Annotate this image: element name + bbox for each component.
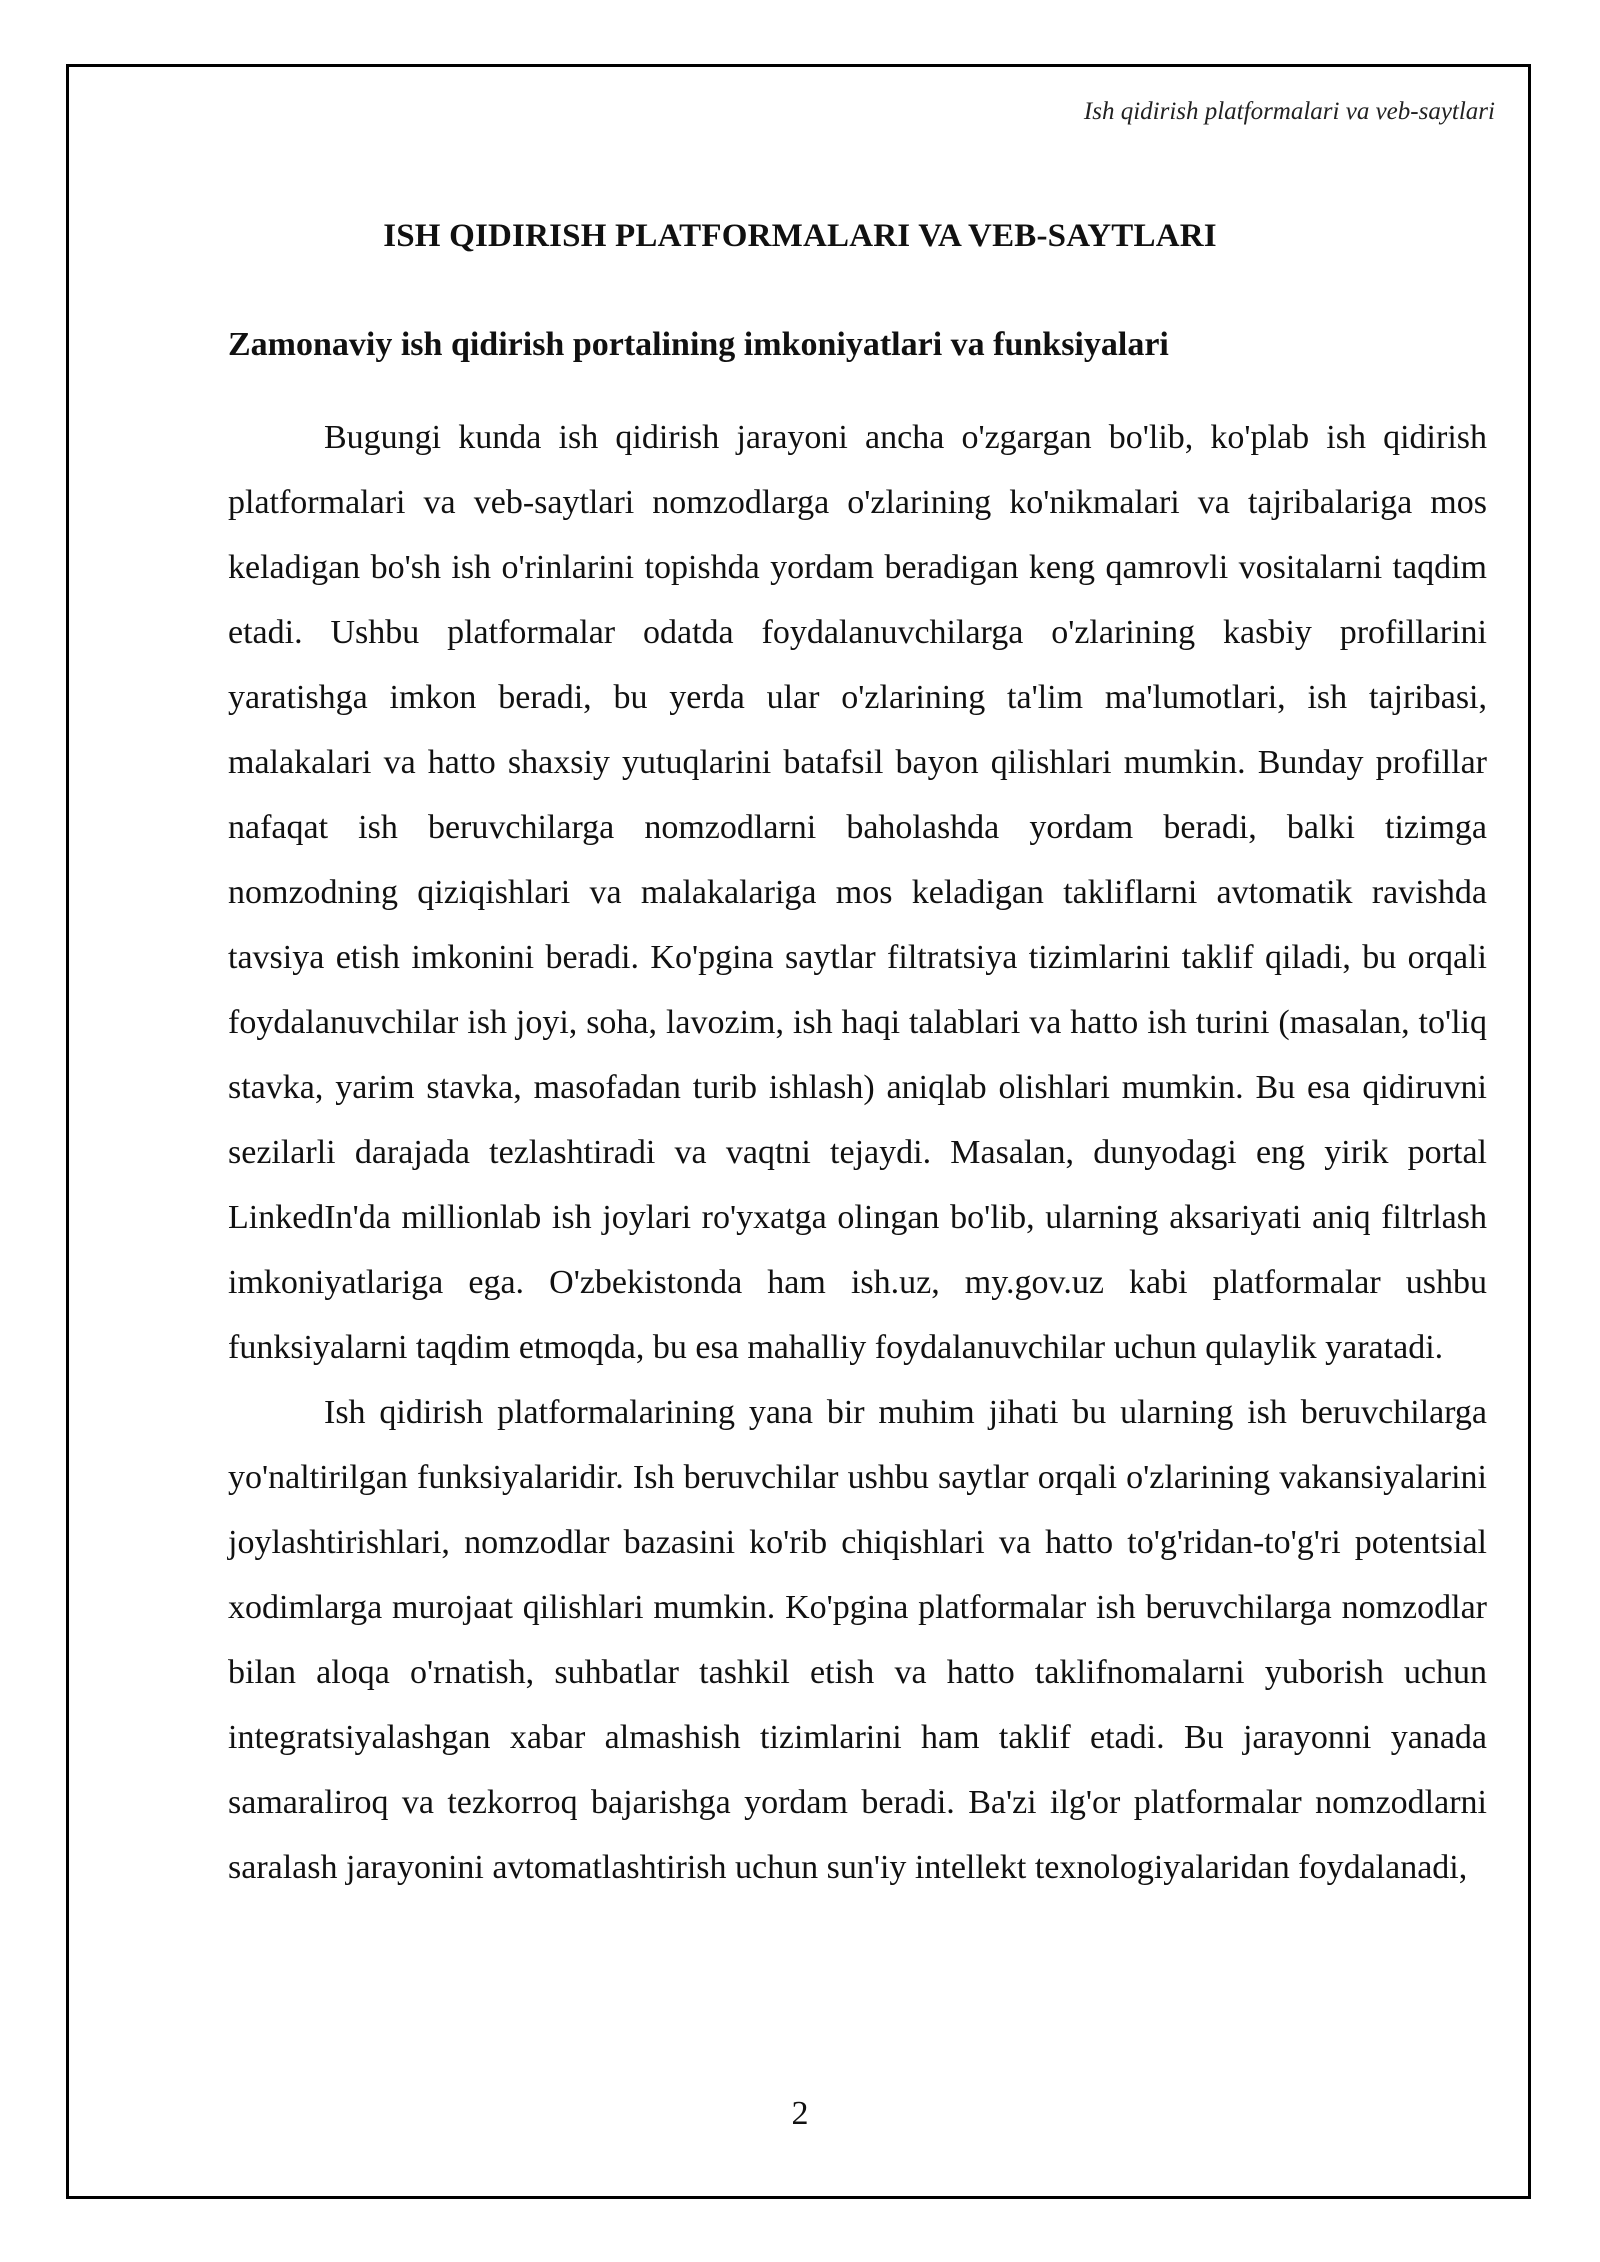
section-heading: Zamonaviy ish qidirish portalining imkoniyatlari va funksiyalari	[228, 326, 1169, 363]
paragraph: Bugungi kunda ish qidirish jarayoni ancha o'zgargan bo'lib, ko'plab ish qidirish platformalari va veb-saytlari nomzodlarga o'zlarining ko'nikmalari va tajribalariga mos keladigan bo'sh ish o'rinlarini topishda yordam beradigan keng qamrovli vositalarni taqdim etadi. Ushbu platformalar odatda foydalanuvchilarga o'zlarining kasbiy profillarini yaratishga imkon beradi, bu yerda ular o'zlarining ta'lim ma'lumotlari, ish tajribasi, malakalari va hatto shaxsiy yutuqlarini batafsil bayon qilishlari mumkin. Bunday profillar nafaqat ish beruvchilarga nomzodlarni baholashda yordam beradi, balki tizimga nomzodning qiziqishlari va malakalariga mos keladigan takliflarni avtomatik ravishda tavsiya etish imkonini beradi. Ko'pgina saytlar filtratsiya tizimlarini taklif qiladi, bu orqali foydalanuvchilar ish joyi, soha, lavozim, ish haqi talablari va hatto ish turini (masalan, to'liq stavka, yarim stavka, masofadan turib ishlash) aniqlab olishlari mumkin. Bu esa qidiruvni sezilarli darajada tezlashtiradi va vaqtni tejaydi. Masalan, dunyodagi eng yirik portal LinkedIn'da millionlab ish joylari ro'yxatga olingan bo'lib, ularning aksariyati aniq filtrlash imkoniyatlariga ega. O'zbekistonda ham ish.uz, my.gov.uz kabi platformalar ushbu funksiyalarni taqdim etmoqda, bu esa mahalliy foydalanuvchilar uchun qulaylik yaratadi.	[228, 419, 1487, 1366]
document-title: ISH QIDIRISH PLATFORMALARI VA VEB-SAYTLARI	[383, 218, 1217, 254]
running-header: Ish qidirish platformalari va veb-saytlari	[1083, 98, 1495, 125]
paragraph: Ish qidirish platformalarining yana bir muhim jihati bu ularning ish beruvchilarga yo'naltirilgan funksiyalaridir. Ish beruvchilar ushbu saytlar orqali o'zlarining vakansiyalarini joylashtirishlari, nomzodlar bazasini ko'rib chiqishlari va hatto to'g'ridan-to'g'ri potentsial xodimlarga murojaat qilishlari mumkin. Ko'pgina platformalar ish beruvchilarga nomzodlar bilan aloqa o'rnatish, suhbatlar tashkil etish va hatto taklifnomalarni yuborish uchun integratsiyalashgan xabar almashish tizimlarini ham taklif etadi. Bu jarayonni yanada samaraliroq va tezkorroq bajarishga yordam beradi. Ba'zi ilg'or platformalar nomzodlarni saralash jarayonini avtomatlashtirish uchun sun'iy intellekt texnologiyalaridan foydalanadi,	[228, 1394, 1487, 1886]
page-number: 2	[791, 2095, 809, 2132]
body-text	[228, 405, 1487, 1900]
